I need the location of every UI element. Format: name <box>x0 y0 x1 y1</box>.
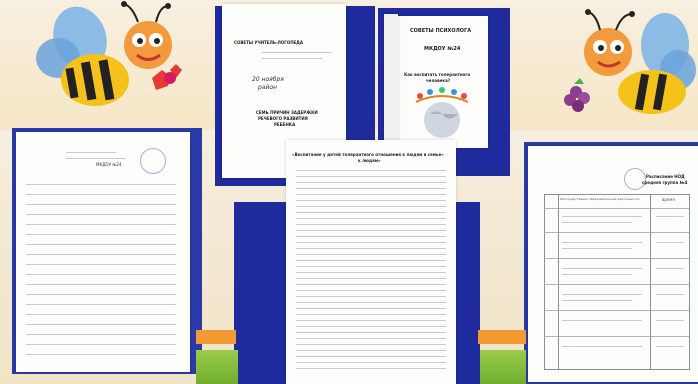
card-line-1: СОВЕТЫ УЧИТЕЛЬ-ЛОГОПЕДА <box>234 40 303 45</box>
left-schedule-sheet <box>16 132 190 372</box>
psych-school: МКДОУ №24 <box>424 46 461 52</box>
psych-question-2: человека? <box>426 78 451 83</box>
psych-title: СОВЕТЫ ПСИХОЛОГА <box>410 28 472 34</box>
orange-strip-right <box>478 330 526 344</box>
psych-question-1: Как воспитать толерантного <box>404 72 471 77</box>
psychologist-advice-card <box>396 16 488 148</box>
right-heading: Расписание НОД <box>646 174 685 179</box>
col-time-header: время <box>662 197 675 202</box>
card-line-4: РЕБЕНКА <box>274 122 296 127</box>
grass-left <box>196 350 238 384</box>
card-region: район <box>258 84 277 91</box>
bee-right-illustration <box>560 0 698 130</box>
card-line-2: СЕМЬ ПРИЧИН ЗАДЕРЖКИ <box>256 110 318 115</box>
bee-left-illustration <box>20 0 190 130</box>
left-sheet-heading: МКДОУ №24 <box>96 162 122 167</box>
card-date: 20 ноября <box>252 76 284 83</box>
center-subheading: к людям» <box>358 158 381 163</box>
center-article-sheet <box>286 140 456 384</box>
psychologist-card-back <box>384 14 398 146</box>
col-activity-header: Непосредственно образовательная деятельность <box>560 197 640 201</box>
center-heading: «Воспитание у детей толерантного отношения к людям в семье» <box>292 152 444 157</box>
orange-strip <box>196 330 236 344</box>
card-line-3: РЕЧЕВОГО РАЗВИТИЯ <box>258 116 308 121</box>
right-subheading: средняя группа №4 <box>642 180 688 185</box>
grass-right <box>480 350 526 384</box>
right-schedule-sheet <box>528 146 698 382</box>
globe-with-children-icon <box>412 86 472 140</box>
